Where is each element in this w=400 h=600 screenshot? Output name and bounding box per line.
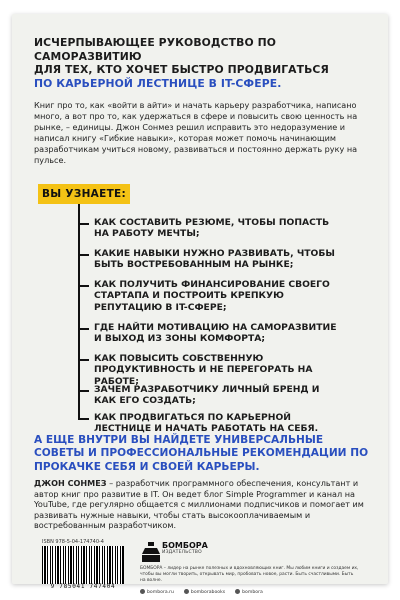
tree-branch <box>78 390 89 392</box>
publisher-logo-icon <box>140 540 162 564</box>
learn-badge: ВЫ УЗНАЕТЕ: <box>38 184 130 204</box>
learn-item-2: КАКИЕ НАВЫКИ НУЖНО РАЗВИВАТЬ, ЧТОБЫ БЫТЬ ВОСТРЕБОВАННЫМ НА РЫНКЕ; <box>94 248 335 271</box>
social-links <box>140 589 263 595</box>
barcode <box>42 546 124 584</box>
social-icon <box>184 589 189 594</box>
learn-item-3: КАК ПОЛУЧИТЬ ФИНАНСИРОВАНИЕ СВОЕГО СТАРТАПА И ПОСТРОИТЬ КРЕПКУЮ РЕПУТАЦИЮ В IT-СФЕРЕ; <box>94 279 330 313</box>
tree-branch <box>78 359 89 361</box>
social-link-bombora[interactable]: bombora <box>235 589 263 595</box>
headline-line-2: ДЛЯ ТЕХ, КТО ХОЧЕТ БЫСТРО ПРОДВИГАТЬСЯ <box>34 63 329 77</box>
learn-item-7: КАК ПРОДВИГАТЬСЯ ПО КАРЬЕРНОЙ ЛЕСТНИЦЕ И НАЧАТЬ РАБОТАТЬ НА СЕБЯ. <box>94 412 319 435</box>
social-icon <box>235 589 240 594</box>
isbn-label: ISBN 978-5-04-174740-4 <box>42 539 104 545</box>
headline <box>34 36 374 90</box>
barcode-digits: 9 785041 747404 <box>50 583 116 590</box>
author-bio-text: – разработчик программного обеспечения, консультант и автор книг про развитие в IT. Он ведет блог Simple Programmer и канал на YouTube, где регулярно общается с миллионами подписчиков и помогает им развивать нужные навыки, чтобы стать высокооплачиваемым и востребованным разработчиком. <box>34 478 364 531</box>
tree-branch <box>78 285 89 287</box>
learn-item-1: КАК СОСТАВИТЬ РЕЗЮМЕ, ЧТОБЫ ПОПАСТЬ НА РАБОТУ МЕЧТЫ; <box>94 217 330 240</box>
social-link-books[interactable]: bomborabooks <box>184 589 225 595</box>
tree-branch <box>78 328 89 330</box>
tree-branch <box>78 223 89 225</box>
book-back-cover <box>12 14 388 595</box>
tree-branch <box>78 418 89 420</box>
headline-highlight: ПО КАРЬЕРНОЙ ЛЕСТНИЦЕ В IT-СФЕРЕ. <box>34 76 282 90</box>
tree-branch <box>78 254 89 256</box>
extra-note: А ЕЩЕ ВНУТРИ ВЫ НАЙДЕТЕ УНИВЕРСАЛЬНЫЕ СОВЕТЫ И ПРОФЕССИОНАЛЬНЫЕ РЕКОМЕНДАЦИИ ПО ПРОКАЧКЕ СЕБЯ И СВОЕЙ КАРЬЕРЫ. <box>34 434 369 473</box>
headline-line-1: ИСЧЕРПЫВАЮЩЕЕ РУКОВОДСТВО ПО САМОРАЗВИТИЮ <box>34 36 277 63</box>
author-bio <box>34 478 374 531</box>
tree-line <box>78 204 80 420</box>
author-name: ДЖОН СОНМЕЗ <box>34 478 107 488</box>
publisher-description: БОМБОРА – лидер на рынке полезных и вдохновляющих книг. Мы любим книги и создаем их, чтобы вы могли творить, открывать мир, пробовать новое, расти. Быть счастливыми. Быть на волне. <box>140 566 359 583</box>
web-icon <box>140 589 145 594</box>
learn-item-4: ГДЕ НАЙТИ МОТИВАЦИЮ НА САМОРАЗВИТИЕ И ВЫХОД ИЗ ЗОНЫ КОМФОРТА; <box>94 322 337 345</box>
learn-item-5: КАК ПОВЫСИТЬ СОБСТВЕННУЮ ПРОДУКТИВНОСТЬ И НЕ ПЕРЕГОРАТЬ НА РАБОТЕ; <box>94 353 313 387</box>
publisher-subtitle: ИЗДАТЕЛЬСТВО <box>162 550 202 555</box>
social-link-site[interactable]: bombora.ru <box>140 589 174 595</box>
publisher-name: БОМБОРА <box>162 541 208 550</box>
intro-paragraph: Книг про то, как «войти в айти» и начать карьеру разработчика, написано много, а вот про то, как удержаться в сфере и повысить свою ценность на рынке, – единицы. Джон Сонмез решил исправить это недоразумение и написал книгу «Гибкие навыки», которая может помочь начинающим разработчикам учиться новому, развиваться и постоянно держать руку на пульсе. <box>34 100 358 165</box>
learn-item-6: ЗАЧЕМ РАЗРАБОТЧИКУ ЛИЧНЫЙ БРЕНД И КАК ЕГО СОЗДАТЬ; <box>94 384 320 407</box>
